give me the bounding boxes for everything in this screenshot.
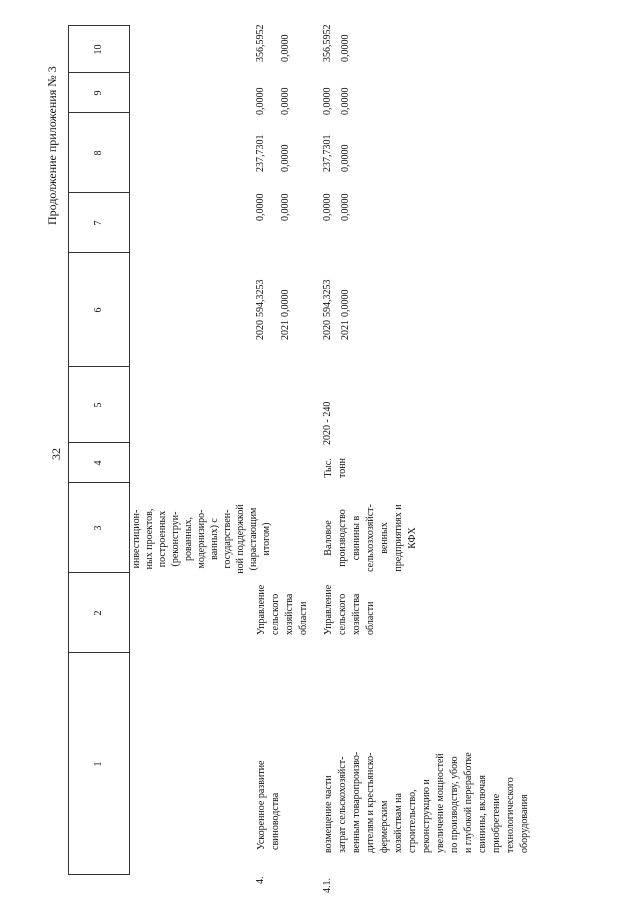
column-number-3: 3 (93, 525, 104, 531)
row-41-2021-col7: 0,0000 (340, 193, 351, 221)
carryover-year-2021: 2021 (280, 320, 291, 340)
carryover-2020-col9: 0,0000 (255, 87, 266, 115)
row-41-2021-col8: 0,0000 (340, 144, 351, 172)
row-41-name: возмещение части затрат сельскохозяйст- венным товаропроизво- дителям и крестьянско- фермерским хозяйствам на строительство, реконструкцию и увеличение мощностей по производству, убою и глубокой переработке свинины, включая приобретение технологического оборудования (323, 751, 530, 853)
column-number-2: 2 (93, 610, 104, 616)
row-41-2020-col9: 0,0000 (322, 87, 333, 115)
column-number-9: 9 (93, 90, 104, 96)
carryover-2021-col9: 0,0000 (280, 87, 291, 115)
row-41-unit: Тыс. тонн (323, 458, 348, 478)
carryover-year-2020: 2020 (255, 320, 266, 340)
table-header (68, 25, 130, 875)
continuation-title: Продолжение приложения № 3 (45, 66, 59, 225)
carryover-2021-col10: 0,0000 (280, 34, 291, 62)
row-41-2021-col6: 0,0000 (340, 289, 351, 317)
carryover-2021-col8: 0,0000 (280, 144, 291, 172)
column-number-7: 7 (93, 220, 104, 226)
row-41-year-2020: 2020 (322, 320, 333, 340)
row-4-name: Ускоренное развитие свиноводства (256, 760, 281, 850)
column-number-4: 4 (93, 460, 104, 466)
row-41-value: 2020 - 240 (322, 401, 333, 445)
row-41-2020-col7: 0,0000 (322, 193, 333, 221)
carryover-2020-col8: 237,7301 (255, 134, 266, 172)
column-number-8: 8 (93, 150, 104, 156)
row-41-2020-col8: 237,7301 (322, 134, 333, 172)
carryover-2020-col7: 0,0000 (255, 193, 266, 221)
row-41-indicator: Валовое производство свинины в сельхозхозяйст- венных предприятиях и КФХ (323, 504, 418, 572)
carryover-indicator-text: инвестицион- ных проектов, построенных (реконструи- рованных, модернизиро- ванных) с государствен- ной поддержкой (нарастающим итогом) (131, 504, 272, 574)
row-41-executor: Управление сельского хозяйства области (323, 584, 376, 635)
carryover-2021-col7: 0,0000 (280, 193, 291, 221)
row-4-number: 4. (255, 876, 266, 884)
column-number-6: 6 (93, 307, 104, 313)
row-41-2020-col10: 356,5952 (322, 24, 333, 62)
row-41-year-2021: 2021 (340, 320, 351, 340)
page-number: 32 (49, 448, 63, 460)
carryover-2020-col6: 594,3253 (255, 279, 266, 317)
carryover-2021-col6: 0,0000 (280, 289, 291, 317)
column-number-10: 10 (93, 44, 104, 55)
carryover-2020-col10: 356,5952 (255, 24, 266, 62)
row-41-2021-col10: 0,0000 (340, 34, 351, 62)
row-4-executor: Управление сельского хозяйства области (256, 584, 309, 635)
row-41-2021-col9: 0,0000 (340, 87, 351, 115)
column-number-5: 5 (93, 402, 104, 408)
row-41-number: 4.1. (322, 878, 333, 893)
row-41-2020-col6: 594,3253 (322, 279, 333, 317)
column-number-1: 1 (93, 761, 104, 767)
